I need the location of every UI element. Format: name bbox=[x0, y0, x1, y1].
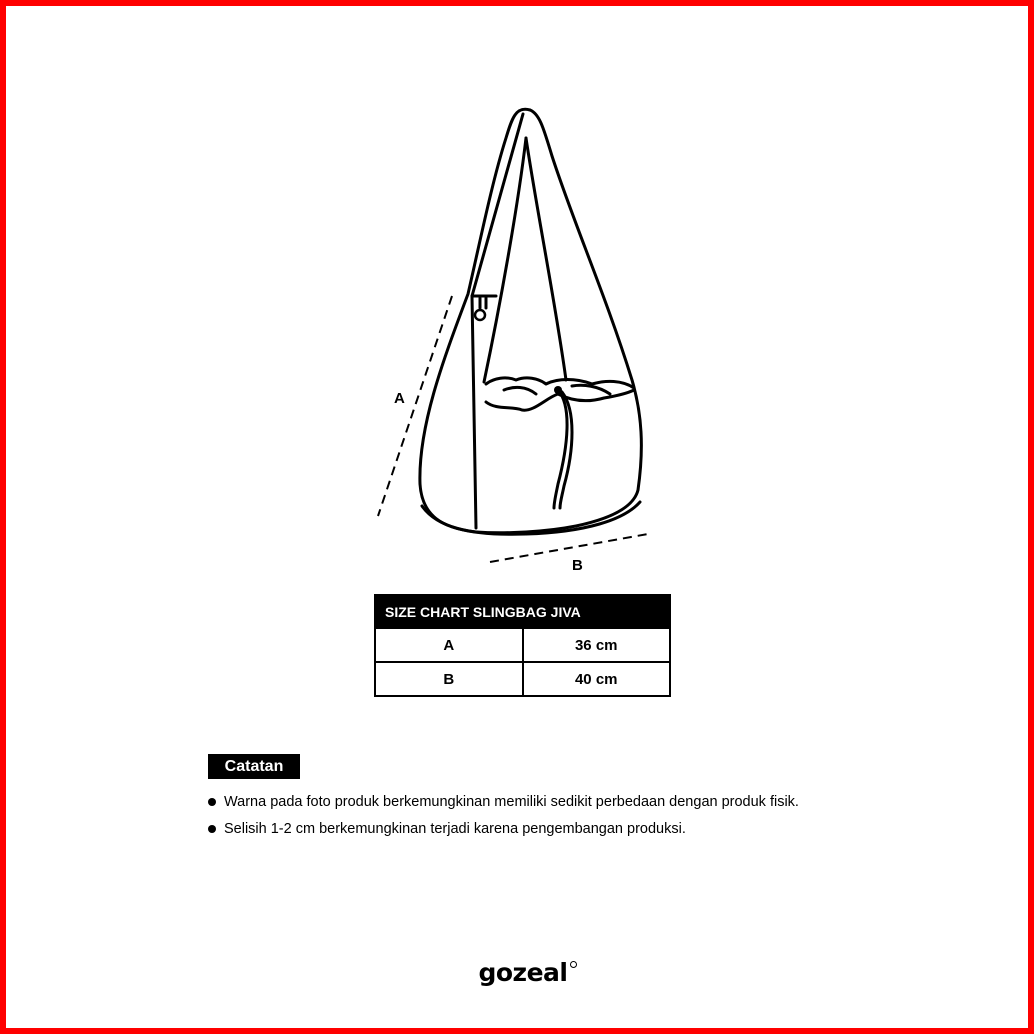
ruffle-detail-2 bbox=[572, 385, 610, 394]
brand-name: gozeal bbox=[478, 958, 567, 987]
strap-inner-right bbox=[526, 138, 566, 380]
size-chart-table bbox=[374, 594, 671, 697]
notes-title: Catatan bbox=[208, 754, 300, 779]
list-item bbox=[208, 791, 968, 818]
registered-mark-icon bbox=[570, 961, 577, 968]
bullet-icon bbox=[208, 825, 216, 833]
dimension-line-b bbox=[490, 534, 648, 562]
drawstring-cord bbox=[554, 390, 567, 508]
slider-loop bbox=[480, 298, 486, 308]
ruffle-detail bbox=[504, 387, 536, 394]
bag-right-outline bbox=[476, 110, 641, 533]
table-row bbox=[375, 628, 670, 662]
size-value: 36 cm bbox=[523, 628, 671, 662]
size-label: A bbox=[375, 628, 523, 662]
dimension-label-b: B bbox=[572, 557, 583, 574]
size-chart-title: SIZE CHART SLINGBAG JIVA bbox=[375, 595, 670, 628]
brand-logo bbox=[6, 958, 1034, 987]
slingbag-illustration bbox=[6, 6, 1034, 586]
list-item bbox=[208, 818, 968, 845]
size-value: 40 cm bbox=[523, 662, 671, 696]
table-row bbox=[375, 662, 670, 696]
note-text: Selisih 1-2 cm berkemungkinan terjadi karena pengembangan produksi. bbox=[224, 821, 686, 837]
notes-list bbox=[208, 791, 968, 845]
bullet-icon bbox=[208, 798, 216, 806]
dimension-label-a: A bbox=[394, 390, 405, 407]
size-label: B bbox=[375, 662, 523, 696]
note-text: Warna pada foto produk berkemungkinan memiliki sedikit perbedaan dengan produk fisik. bbox=[224, 794, 799, 810]
dimension-line-a bbox=[378, 296, 452, 516]
bag-opening bbox=[486, 378, 634, 388]
